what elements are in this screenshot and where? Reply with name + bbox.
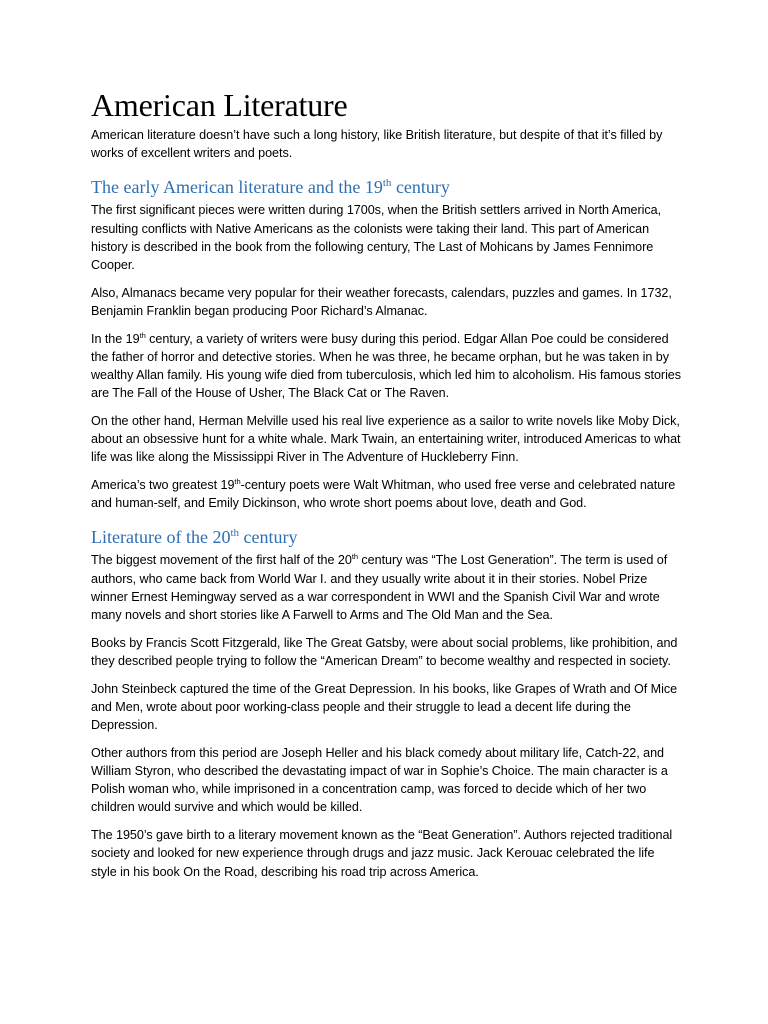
paragraph-poets: [91, 476, 682, 512]
paragraph-text: -century poets were Walt Whitman, who used free verse and celebrated nature and human-self, and Emily Dickinson, who wrote short poems about love, death and God.: [91, 478, 676, 511]
paragraph-melville-twain: On the other hand, Herman Melville used his real live experience as a sailor to write novels like Moby Dick, about an obsessive hunt for a white whale. Mark Twain, an entertaining writer, introduced Americas to what life was like along the Mississippi River in The Adventure of Huckleberry Finn.: [91, 413, 681, 465]
section-heading-20th-century: [91, 526, 682, 548]
heading-text: The early American literature and the 19: [91, 177, 383, 198]
paragraph-fitzgerald: Books by Francis Scott Fitzgerald, like The Great Gatsby, were about social problems, like prohibition, and they described people trying to follow the “American Dream” to become wealthy and respected in society.: [91, 635, 678, 668]
paragraph-text: century, a variety of writers were busy during this period. Edgar Allan Poe could be considered the father of horror and detective stories. When he was three, he became orphan, but he was taken in by wealthy Allan family. His young wife died from tuberculosis, which led him to alcoholism. His famous stories are The Fall of the House of Usher, The Black Cat or The Raven.: [91, 331, 682, 401]
intro-paragraph: American literature doesn’t have such a long history, like British literature, but despite of that it’s filled by works of excellent writers and poets.: [91, 128, 663, 161]
paragraph-poe: [91, 330, 682, 403]
section-heading-early-american: [91, 176, 682, 198]
document-title: American Literature: [91, 87, 348, 123]
ordinal-suffix: th: [139, 330, 146, 340]
heading-text: century: [391, 177, 450, 198]
paragraph-lost-generation: [91, 551, 682, 624]
ordinal-suffix: th: [382, 177, 392, 190]
paragraph-almanacs: Also, Almanacs became very popular for their weather forecasts, calendars, puzzles and games. In 1732, Benjamin Franklin began producing Poor Richard’s Almanac.: [91, 285, 672, 318]
ordinal-suffix: th: [351, 552, 358, 562]
paragraph-steinbeck: John Steinbeck captured the time of the Great Depression. In his books, like Grapes of Wrath and Of Mice and Men, wrote about poor working-class people and their struggle to lead a decent life during the Depression.: [91, 681, 678, 733]
paragraph-heller-styron: Other authors from this period are Joseph Heller and his black comedy about military life, Catch-22, and William Styron, who described the devastating impact of war in Sophie’s Choice. The main character is a Polish woman who, while imprisoned in a concentration camp, was forced to decide which of her two children would survive and which would be killed.: [91, 745, 668, 815]
paragraph-text: In the 19: [91, 331, 140, 346]
paragraph-text: The biggest movement of the first half of the 20: [91, 553, 352, 568]
heading-text: Literature of the 20: [91, 527, 231, 548]
paragraph-text: century was “The Lost Generation”. The term is used of authors, who came back from World War I. and they usually write about it in their stories. Nobel Prize winner Ernest Hemingway served as a war correspondent in WWI and the Spanish Civil War and wrote many novels and short stories like A Farwell to Arms and The Old Man and the Sea.: [91, 553, 668, 623]
paragraph-first-pieces: The first significant pieces were written during 1700s, when the British settlers arrived in North America, resulting conflicts with Native Americans as the colonists were taking their land. This part of American history is described in the book from the following century, The Last of Mohicans by James Fennimore Cooper.: [91, 203, 662, 273]
ordinal-suffix: th: [234, 476, 241, 486]
paragraph-text: America’s two greatest 19: [91, 478, 235, 493]
heading-text: century: [239, 527, 298, 548]
ordinal-suffix: th: [230, 527, 240, 540]
paragraph-beat-generation: The 1950’s gave birth to a literary movement known as the “Beat Generation”. Authors rejected traditional society and looked for new experience through drugs and jazz music. Jack Kerouac celebrated the life style in his book On the Road, describing his road trip across America.: [91, 828, 673, 879]
